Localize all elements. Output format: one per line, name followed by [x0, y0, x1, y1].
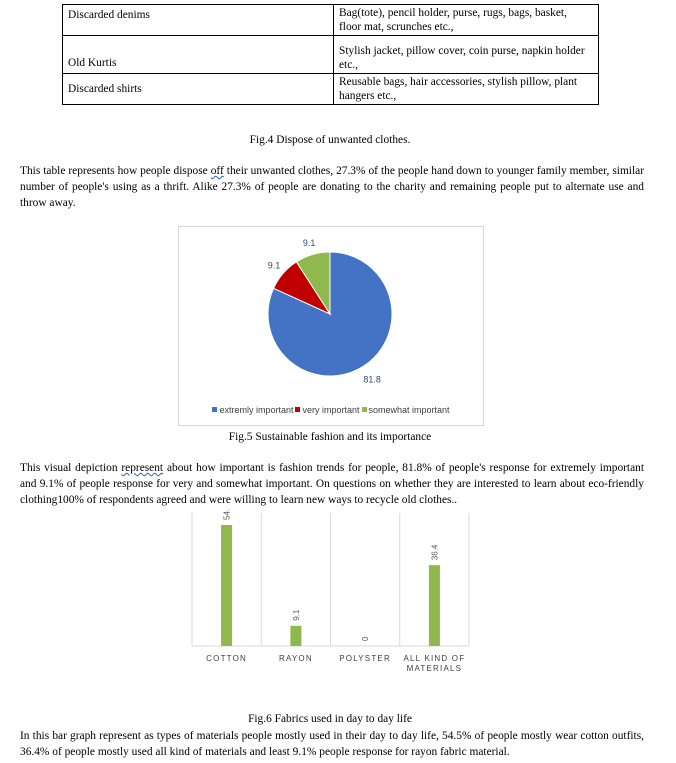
pie-data-label: 9.1 [302, 238, 316, 248]
pie-data-label: 9.1 [267, 260, 281, 271]
pie-chart-svg [179, 227, 483, 405]
use-line: floor mat, scrunches etc., [339, 21, 454, 33]
pie-legend [179, 405, 483, 415]
legend-item [212, 405, 293, 415]
legend-label: very important [302, 405, 360, 415]
legend-swatch [362, 407, 367, 412]
text-run: about how important is fashion trends for people, 81.8% of people's response for extremely important and 9.1% of people response for very and somewhat important. On questions on whether they are interested to learn about eco-friendly clothing100% of respondents agreed and were willing to learn new ways to recycle old clothes.. [20, 462, 645, 506]
table-row [63, 74, 599, 105]
pie-data-label: 81.8 [363, 374, 381, 385]
legend-item [362, 405, 450, 415]
pie-chart [178, 226, 484, 426]
table-cell-item: Discarded denims [63, 5, 334, 36]
legend-swatch [295, 407, 300, 412]
use-line: hangers etc., [339, 90, 397, 102]
bar-chart [186, 509, 475, 706]
text-run: This table represents how people dispose [20, 165, 211, 177]
bar-data-label: 9.1 [291, 609, 301, 621]
table-cell-use [334, 36, 599, 74]
table-row [63, 5, 599, 36]
bar [290, 626, 301, 646]
table-cell-item: Discarded shirts [63, 74, 334, 105]
use-line: Stylish jacket, pillow cover, coin purse, napkin holder [339, 45, 585, 57]
legend-item [295, 405, 359, 415]
category-tick-label: ALL KIND OF [403, 654, 466, 663]
table-cell-item: Old Kurtis [63, 36, 334, 74]
bar-data-label: 0 [361, 636, 371, 641]
fig4-caption: Fig.4 Dispose of unwanted clothes. [249, 134, 411, 146]
category-tick-label: POLYSTER [339, 654, 391, 663]
bar [429, 565, 440, 646]
paragraph-fabrics: In this bar graph represent as types of materials people mostly used in their day to day life, 54.5% of people mostly wear cotton outfits, 36.4% of people mostly used all kind of materials and least 9.1% people response for rayon fabric material. [20, 730, 644, 758]
table-cell-use [334, 74, 599, 105]
legend-swatch [212, 407, 217, 412]
paragraph-importance [20, 460, 644, 508]
legend-label: somewhat important [368, 405, 450, 415]
table-row [63, 36, 599, 74]
spellcheck-word: off [210, 165, 224, 177]
fig6-caption: Fig.6 Fabrics used in day to day life [248, 713, 412, 725]
text-run: their unwanted clothes, 27.3% of the people hand down to younger family member, similar number of people's using as a thrift. Alike 27.3% of people are donating to the charity and remaining people put to alternate use and throw away. [20, 165, 644, 209]
category-tick-label: RAYON [278, 654, 313, 663]
bar-data-label: 54.5 [222, 509, 232, 520]
category-tick-label: COTTON [206, 654, 248, 663]
use-line: Reusable bags, hair accessories, stylish pillow, plant [339, 76, 578, 88]
bar-data-label: 36.4 [430, 544, 440, 561]
recycle-table [62, 4, 599, 105]
paragraph-dispose [20, 163, 644, 211]
category-tick-label: MATERIALS [406, 664, 463, 673]
use-line: etc., [339, 59, 358, 71]
text-run: This visual depiction [20, 462, 122, 474]
bar [221, 525, 232, 646]
legend-label: extremly important [219, 405, 294, 415]
table-cell-use [334, 5, 599, 36]
bar-chart-svg [186, 509, 475, 706]
use-line: Bag(tote), pencil holder, purse, rugs, bags, basket, [339, 7, 567, 19]
fig5-caption: Fig.5 Sustainable fashion and its importance [228, 431, 432, 443]
spellcheck-word: represent [121, 462, 164, 474]
